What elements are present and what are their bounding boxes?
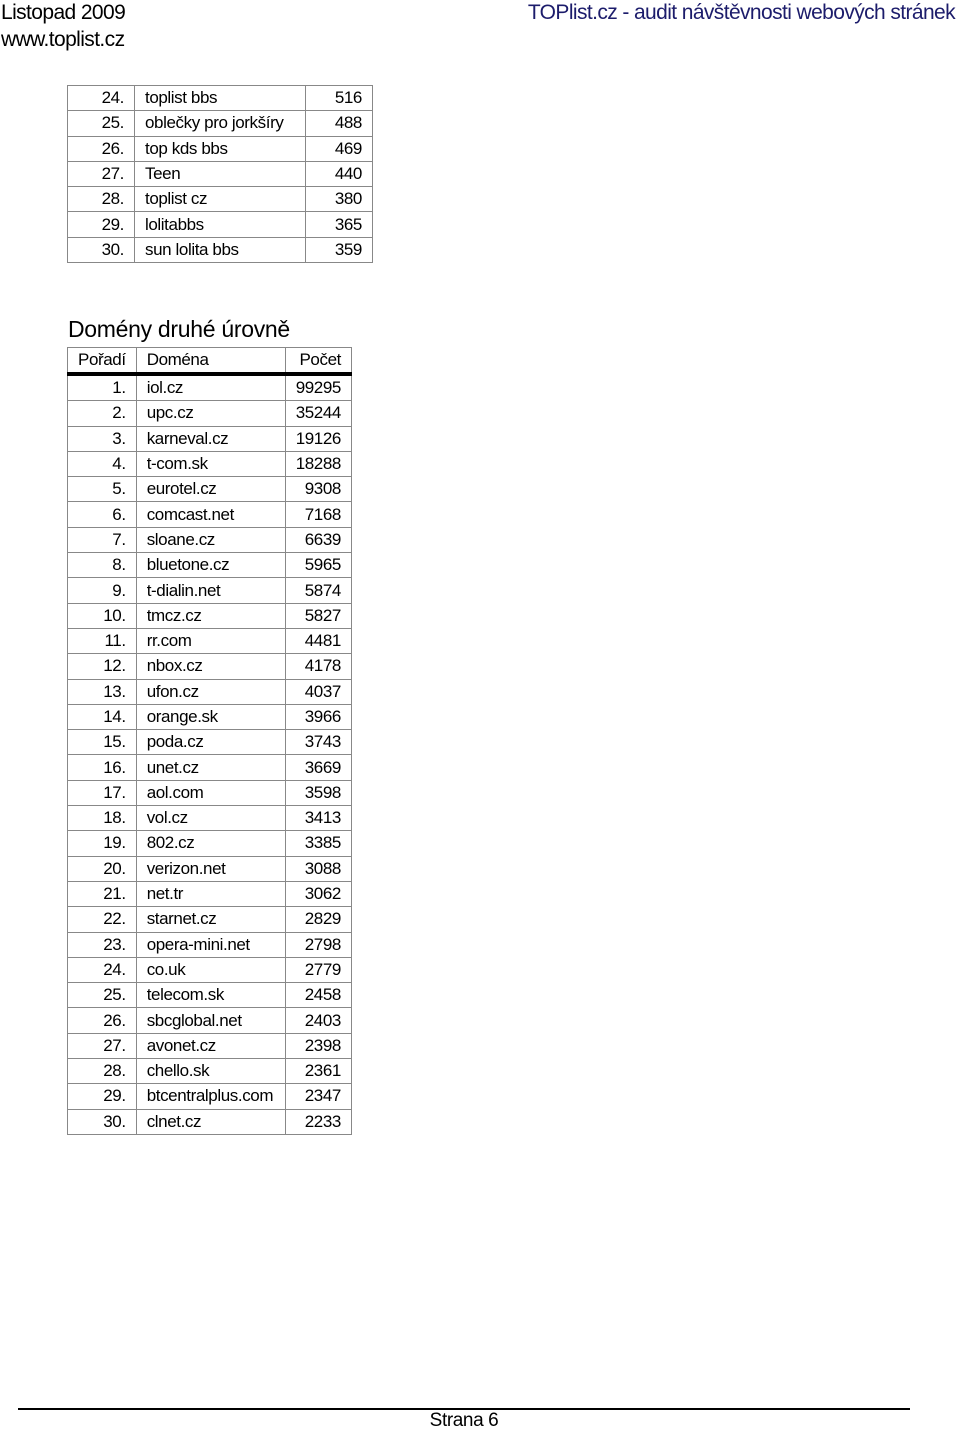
domains-table: [67, 347, 352, 1135]
cell-rank: 24.: [68, 957, 137, 982]
table-row: [68, 502, 352, 527]
cell-rank: 6.: [68, 502, 137, 527]
cell-count: 2347: [285, 1084, 351, 1109]
cell-name: iol.cz: [136, 374, 285, 401]
cell-rank: 12.: [68, 654, 137, 679]
cell-rank: 25.: [68, 983, 137, 1008]
cell-rank: 21.: [68, 881, 137, 906]
cell-count: 516: [306, 86, 373, 111]
col-count: Počet: [285, 348, 351, 375]
cell-rank: 16.: [68, 755, 137, 780]
cell-name: net.tr: [136, 881, 285, 906]
cell-name: ufon.cz: [136, 679, 285, 704]
cell-rank: 29.: [68, 212, 135, 237]
cell-name: avonet.cz: [136, 1033, 285, 1058]
table-row: [68, 212, 373, 237]
cell-rank: 14.: [68, 704, 137, 729]
table-row: [68, 932, 352, 957]
table-header-row: [68, 348, 352, 375]
table-row: [68, 831, 352, 856]
cell-rank: 28.: [68, 1059, 137, 1084]
cell-rank: 13.: [68, 679, 137, 704]
cell-count: 4037: [285, 679, 351, 704]
cell-name: btcentralplus.com: [136, 1084, 285, 1109]
cell-name: tmcz.cz: [136, 603, 285, 628]
cell-name: sbcglobal.net: [136, 1008, 285, 1033]
cell-count: 5965: [285, 553, 351, 578]
cell-count: 9308: [285, 477, 351, 502]
cell-rank: 4.: [68, 451, 137, 476]
cell-rank: 17.: [68, 780, 137, 805]
table-row: [68, 527, 352, 552]
table-row: [68, 1008, 352, 1033]
cell-rank: 27.: [68, 1033, 137, 1058]
table-row: [68, 806, 352, 831]
table-row: [68, 628, 352, 653]
cell-name: oblečky pro jorkšíry: [135, 111, 306, 136]
cell-name: sloane.cz: [136, 527, 285, 552]
table-row: [68, 477, 352, 502]
cell-name: lolitabbs: [135, 212, 306, 237]
cell-rank: 22.: [68, 907, 137, 932]
table-row: [68, 856, 352, 881]
document-title: TOPlist.cz - audit návštěvnosti webových stránek: [527, 1, 955, 24]
page-number: Strana 6: [429, 1410, 499, 1431]
table-row: [68, 187, 373, 212]
cell-rank: 2.: [68, 401, 137, 426]
table-row: [68, 881, 352, 906]
section-title: Domény druhé úrovně: [68, 316, 290, 342]
col-domain: Doména: [136, 348, 285, 375]
cell-count: 5874: [285, 578, 351, 603]
cell-count: 440: [306, 161, 373, 186]
cell-count: 18288: [285, 451, 351, 476]
table-row: [68, 451, 352, 476]
cell-count: 2233: [285, 1109, 351, 1134]
cell-name: chello.sk: [136, 1059, 285, 1084]
cell-name: vol.cz: [136, 806, 285, 831]
cell-name: co.uk: [136, 957, 285, 982]
table-row: [68, 907, 352, 932]
table-row: [68, 578, 352, 603]
cell-name: aol.com: [136, 780, 285, 805]
cell-name: telecom.sk: [136, 983, 285, 1008]
cell-count: 99295: [285, 374, 351, 401]
table-row: [68, 603, 352, 628]
table-row: [68, 1033, 352, 1058]
cell-name: rr.com: [136, 628, 285, 653]
cell-count: 365: [306, 212, 373, 237]
cell-name: verizon.net: [136, 856, 285, 881]
cell-count: 2403: [285, 1008, 351, 1033]
cell-count: 359: [306, 237, 373, 262]
cell-rank: 29.: [68, 1084, 137, 1109]
table-row: [68, 1109, 352, 1134]
cell-rank: 30.: [68, 1109, 137, 1134]
cell-count: 7168: [285, 502, 351, 527]
table-row: [68, 553, 352, 578]
table-row: [68, 426, 352, 451]
cell-count: 2361: [285, 1059, 351, 1084]
table-row: [68, 704, 352, 729]
cell-name: t-com.sk: [136, 451, 285, 476]
cell-count: 3966: [285, 704, 351, 729]
cell-name: poda.cz: [136, 730, 285, 755]
cell-name: orange.sk: [136, 704, 285, 729]
cell-count: 2829: [285, 907, 351, 932]
cell-rank: 28.: [68, 187, 135, 212]
cell-rank: 1.: [68, 374, 137, 401]
cell-name: comcast.net: [136, 502, 285, 527]
cell-rank: 9.: [68, 578, 137, 603]
table-row: [68, 983, 352, 1008]
cell-rank: 5.: [68, 477, 137, 502]
keywords-table: [67, 85, 373, 263]
cell-name: toplist bbs: [135, 86, 306, 111]
cell-name: starnet.cz: [136, 907, 285, 932]
report-period: Listopad 2009: [1, 1, 126, 24]
cell-name: unet.cz: [136, 755, 285, 780]
cell-rank: 26.: [68, 136, 135, 161]
cell-count: 4178: [285, 654, 351, 679]
cell-name: top kds bbs: [135, 136, 306, 161]
cell-count: 5827: [285, 603, 351, 628]
cell-count: 35244: [285, 401, 351, 426]
cell-count: 3598: [285, 780, 351, 805]
cell-count: 6639: [285, 527, 351, 552]
cell-rank: 10.: [68, 603, 137, 628]
cell-rank: 20.: [68, 856, 137, 881]
site-url: www.toplist.cz: [1, 28, 125, 51]
cell-count: 3088: [285, 856, 351, 881]
table-row: [68, 679, 352, 704]
cell-rank: 3.: [68, 426, 137, 451]
table-row: [68, 401, 352, 426]
table-row: [68, 957, 352, 982]
cell-count: 4481: [285, 628, 351, 653]
cell-name: opera-mini.net: [136, 932, 285, 957]
cell-name: clnet.cz: [136, 1109, 285, 1134]
table-row: [68, 1084, 352, 1109]
table-row: [68, 654, 352, 679]
cell-count: 2458: [285, 983, 351, 1008]
cell-count: 488: [306, 111, 373, 136]
table-row: [68, 374, 352, 401]
cell-name: nbox.cz: [136, 654, 285, 679]
cell-name: t-dialin.net: [136, 578, 285, 603]
cell-rank: 7.: [68, 527, 137, 552]
cell-count: 2798: [285, 932, 351, 957]
cell-rank: 18.: [68, 806, 137, 831]
table-row: [68, 755, 352, 780]
cell-name: bluetone.cz: [136, 553, 285, 578]
cell-count: 3669: [285, 755, 351, 780]
cell-count: 19126: [285, 426, 351, 451]
cell-count: 3062: [285, 881, 351, 906]
cell-name: 802.cz: [136, 831, 285, 856]
cell-count: 2779: [285, 957, 351, 982]
cell-rank: 23.: [68, 932, 137, 957]
cell-name: upc.cz: [136, 401, 285, 426]
table-row: [68, 136, 373, 161]
table-row: [68, 86, 373, 111]
cell-count: 2398: [285, 1033, 351, 1058]
cell-rank: 8.: [68, 553, 137, 578]
cell-rank: 26.: [68, 1008, 137, 1033]
cell-count: 3385: [285, 831, 351, 856]
cell-rank: 19.: [68, 831, 137, 856]
cell-rank: 27.: [68, 161, 135, 186]
cell-rank: 25.: [68, 111, 135, 136]
cell-name: Teen: [135, 161, 306, 186]
table-row: [68, 111, 373, 136]
cell-rank: 30.: [68, 237, 135, 262]
cell-name: karneval.cz: [136, 426, 285, 451]
table-row: [68, 730, 352, 755]
table-row: [68, 1059, 352, 1084]
table-row: [68, 780, 352, 805]
cell-name: sun lolita bbs: [135, 237, 306, 262]
table-row: [68, 161, 373, 186]
cell-count: 380: [306, 187, 373, 212]
cell-count: 3413: [285, 806, 351, 831]
cell-name: eurotel.cz: [136, 477, 285, 502]
cell-rank: 11.: [68, 628, 137, 653]
cell-count: 469: [306, 136, 373, 161]
cell-count: 3743: [285, 730, 351, 755]
table-row: [68, 237, 373, 262]
col-rank: Pořadí: [68, 348, 137, 375]
cell-rank: 15.: [68, 730, 137, 755]
cell-name: toplist cz: [135, 187, 306, 212]
cell-rank: 24.: [68, 86, 135, 111]
